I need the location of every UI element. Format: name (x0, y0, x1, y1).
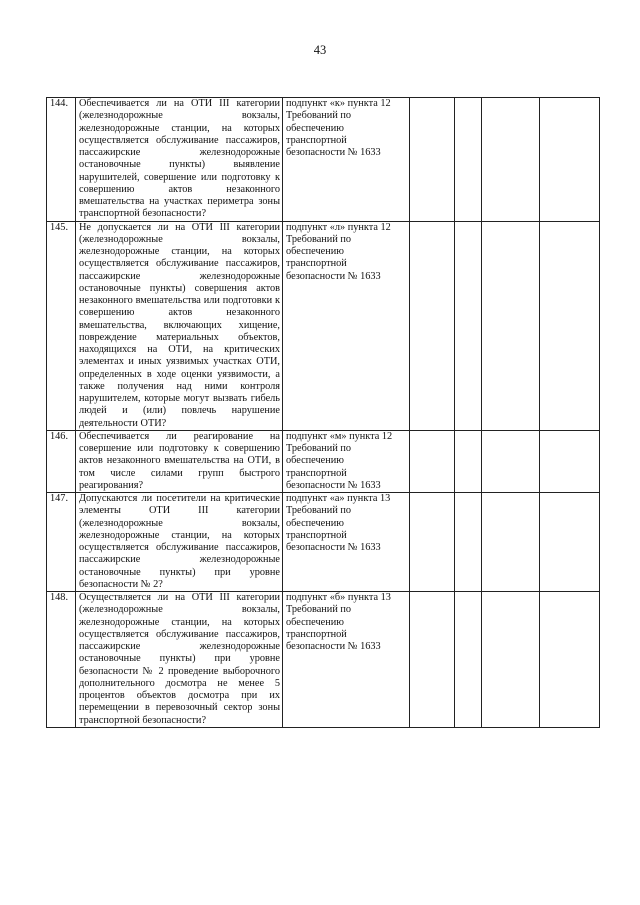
table-row (47, 493, 600, 592)
empty-cell (410, 592, 455, 728)
checklist-table (46, 97, 600, 728)
legal-reference: подпункт «к» пункта 12 Требований по обеспечению транспортной безопасности № 1633 (283, 98, 410, 222)
page-number: 43 (313, 43, 327, 57)
empty-cell (410, 430, 455, 492)
row-number: 144. (47, 98, 76, 222)
empty-cell (410, 493, 455, 592)
table-row (47, 592, 600, 728)
empty-cell (482, 98, 540, 222)
question-text: Обеспечивается ли реагирование на совершение или подготовку к совершению актов незаконного вмешательства на ОТИ, в том числе силами групп быстрого реагирования? (76, 430, 283, 492)
table-row (47, 430, 600, 492)
empty-cell (455, 221, 482, 430)
question-text: Не допускается ли на ОТИ III категории (железнодорожные вокзалы, железнодорожные станции, на которых осуществляется обслуживание пассажиров, пассажирские железнодорожные остановочные пункты) совершения актов незаконного вмешательства или подготовки к совершению актов незаконного вмешательства, включающих хищение, повреждение материальных объектов, находящихся на ОТИ, на критических элементах и иных уязвимых участках ОТИ, определенных в ходе оценки уязвимости, а также получения над ними контроля нарушителем, которые могут вызвать гибель людей и (или) повлечь нарушение деятельности ОТИ? (76, 221, 283, 430)
empty-cell (482, 493, 540, 592)
empty-cell (410, 98, 455, 222)
question-text: Осуществляется ли на ОТИ III категории (железнодорожные вокзалы, железнодорожные станции, на которых осуществляется обслуживание пассажиров, пассажирские железнодорожные остановочные пункты) при уровне безопасности № 2 проведение выборочного дополнительного досмотра не менее 5 процентов объектов досмотра при их перемещении в перевозочный сектор зоны транспортной безопасности? (76, 592, 283, 728)
empty-cell (410, 221, 455, 430)
empty-cell (540, 592, 600, 728)
question-text: Обеспечивается ли на ОТИ III категории (железнодорожные вокзалы, железнодорожные станции, на которых осуществляется обслуживание пассажиров, пассажирские железнодорожные остановочные пункты) выявление нарушителей, совершение или подготовку к совершению актов незаконного вмешательства на участках периметра зоны транспортной безопасности? (76, 98, 283, 222)
empty-cell (455, 592, 482, 728)
empty-cell (455, 493, 482, 592)
empty-cell (455, 430, 482, 492)
legal-reference: подпункт «а» пункта 13 Требований по обеспечению транспортной безопасности № 1633 (283, 493, 410, 592)
table-row (47, 98, 600, 222)
row-number: 145. (47, 221, 76, 430)
empty-cell (540, 221, 600, 430)
table-row (47, 221, 600, 430)
legal-reference: подпункт «л» пункта 12 Требований по обеспечению транспортной безопасности № 1633 (283, 221, 410, 430)
empty-cell (455, 98, 482, 222)
row-number: 146. (47, 430, 76, 492)
row-number: 148. (47, 592, 76, 728)
empty-cell (540, 493, 600, 592)
legal-reference: подпункт «м» пункта 12 Требований по обеспечению транспортной безопасности № 1633 (283, 430, 410, 492)
empty-cell (482, 221, 540, 430)
empty-cell (540, 430, 600, 492)
legal-reference: подпункт «б» пункта 13 Требований по обеспечению транспортной безопасности № 1633 (283, 592, 410, 728)
empty-cell (482, 592, 540, 728)
empty-cell (482, 430, 540, 492)
row-number: 147. (47, 493, 76, 592)
question-text: Допускаются ли посетители на критические элементы ОТИ III категории (железнодорожные вокзалы, железнодорожные станции, на которых осуществляется обслуживание пассажиров, пассажирские железнодорожные остановочные пункты) при уровне безопасности № 2? (76, 493, 283, 592)
empty-cell (540, 98, 600, 222)
